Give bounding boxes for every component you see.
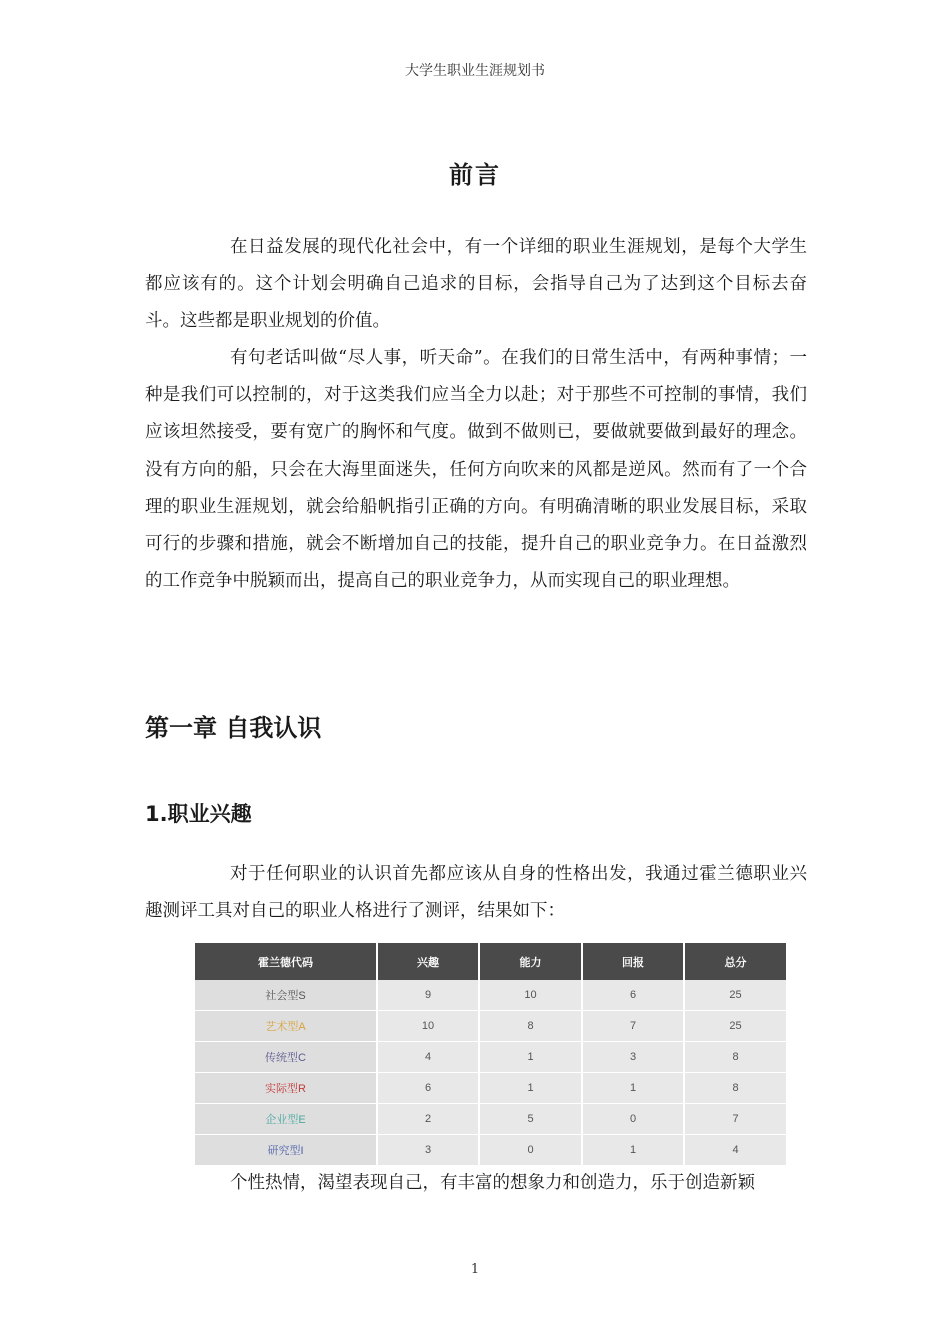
ability-cell: 5 xyxy=(479,1104,582,1135)
table-row xyxy=(195,1135,786,1166)
total-cell: 25 xyxy=(684,1011,786,1042)
page-header: 大学生职业生涯规划书 xyxy=(405,63,545,79)
total-cell: 8 xyxy=(684,1073,786,1104)
interest-cell: 2 xyxy=(377,1104,479,1135)
section-intro: 对于任何职业的认识首先都应该从自身的性格出发，我通过霍兰德职业兴趣测评工具对自己的职业人格进行了测评，结果如下： xyxy=(145,864,807,922)
reward-cell: 0 xyxy=(582,1104,684,1135)
type-cell: 企业型E xyxy=(195,1104,377,1135)
interest-cell: 9 xyxy=(377,980,479,1011)
header-cell: 兴趣 xyxy=(377,943,479,980)
type-cell: 研究型I xyxy=(195,1135,377,1166)
type-cell: 艺术型A xyxy=(195,1011,377,1042)
total-cell: 8 xyxy=(684,1042,786,1073)
table-row xyxy=(195,1042,786,1073)
table-row xyxy=(195,1011,786,1042)
type-cell: 传统型C xyxy=(195,1042,377,1073)
holland-code-table xyxy=(195,943,786,1166)
section-title: 1.职业兴趣 xyxy=(145,802,252,826)
table-row xyxy=(195,980,786,1011)
interest-cell: 10 xyxy=(377,1011,479,1042)
preface-title: 前言 xyxy=(449,160,501,189)
ability-cell: 8 xyxy=(479,1011,582,1042)
preface-paragraph-2: 有句老话叫做“尽人事，听天命”。在我们的日常生活中，有两种事情；一种是我们可以控制的，对于这类我们应当全力以赴；对于那些不可控制的事情，我们应该坦然接受，要有宽广的胸怀和气度。做到不做则已，要做就要做到最好的理念。没有方向的船，只会在大海里面迷失，任何方向吹来的风都是逆风。然而有了一个合理的职业生涯规划，就会给船帆指引正确的方向。有明确清晰的职业发展目标，采取可行的步骤和措施，就会不断增加自己的技能，提升自己的职业竞争力。在日益激烈的工作竞争中脱颖而出，提高自己的职业竞争力，从而实现自己的职业理想。 xyxy=(145,348,807,592)
table-row xyxy=(195,1104,786,1135)
header-cell: 总分 xyxy=(684,943,786,980)
interest-cell: 3 xyxy=(377,1135,479,1166)
table-row xyxy=(195,1073,786,1104)
ability-cell: 0 xyxy=(479,1135,582,1166)
interest-cell: 4 xyxy=(377,1042,479,1073)
reward-cell: 1 xyxy=(582,1135,684,1166)
total-cell: 4 xyxy=(684,1135,786,1166)
total-cell: 25 xyxy=(684,980,786,1011)
ability-cell: 1 xyxy=(479,1073,582,1104)
type-cell: 实际型R xyxy=(195,1073,377,1104)
reward-cell: 7 xyxy=(582,1011,684,1042)
header-cell: 回报 xyxy=(582,943,684,980)
type-cell: 社会型S xyxy=(195,980,377,1011)
reward-cell: 1 xyxy=(582,1073,684,1104)
interest-cell: 6 xyxy=(377,1073,479,1104)
page-number: 1 xyxy=(470,1262,480,1277)
header-cell: 霍兰德代码 xyxy=(195,943,377,980)
total-cell: 7 xyxy=(684,1104,786,1135)
reward-cell: 6 xyxy=(582,980,684,1011)
reward-cell: 3 xyxy=(582,1042,684,1073)
after-table-paragraph: 个性热情，渴望表现自己，有丰富的想象力和创造力，乐于创造新颖 xyxy=(230,1173,755,1193)
preface-paragraph-1: 在日益发展的现代化社会中，有一个详细的职业生涯规划，是每个大学生都应该有的。这个计划会明确自己追求的目标，会指导自己为了达到这个目标去奋斗。这些都是职业规划的价值。 xyxy=(145,237,807,332)
chapter-title: 第一章 自我认识 xyxy=(145,714,322,742)
table-header-row xyxy=(195,943,786,980)
header-cell: 能力 xyxy=(479,943,582,980)
ability-cell: 10 xyxy=(479,980,582,1011)
ability-cell: 1 xyxy=(479,1042,582,1073)
